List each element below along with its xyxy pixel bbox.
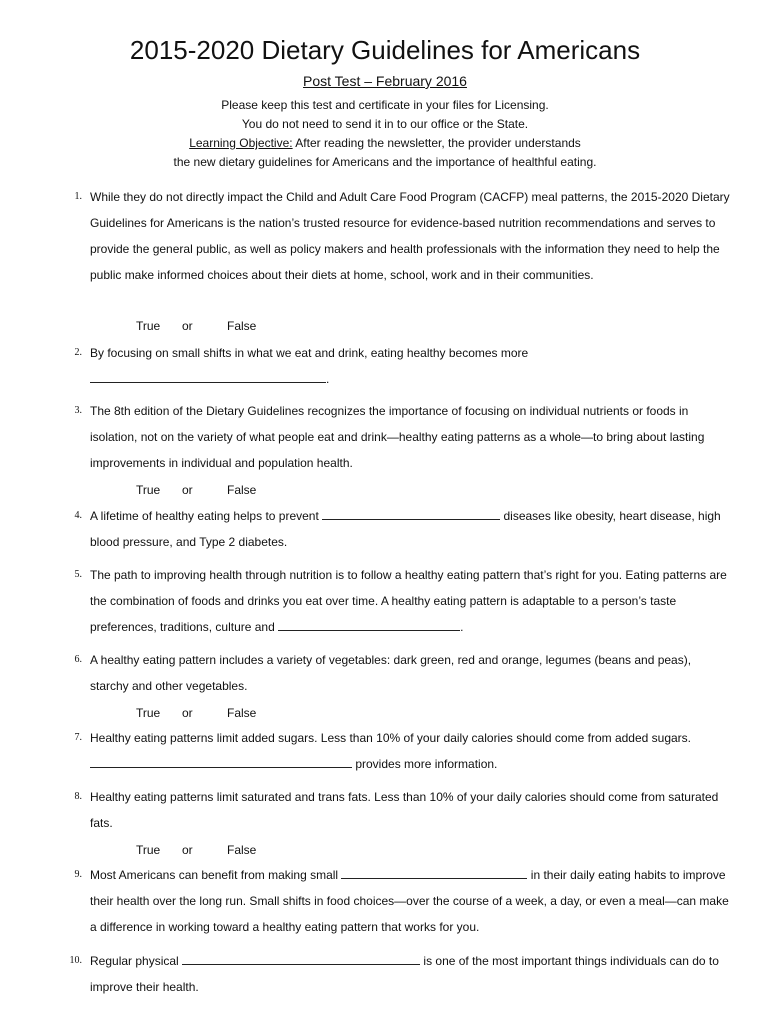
question-text: While they do not directly impact the Child and Adult Care Food Program (CACFP) meal patterns, the 2015-2020 Dietary Guidelines for Americans is the nation’s trusted resource for evidence-based nutrition recommendations and serves to provide the general public, as well as policy makers and health professionals with the information they need to help the public make informed choices about their diets at home, school, work and in their communities. [90, 190, 730, 282]
true-false-choice-8[interactable] [136, 841, 256, 859]
question-text: A lifetime of healthy eating helps to prevent [90, 509, 319, 523]
question-text: Healthy eating patterns limit added sugars. Less than 10% of your daily calories should come from added sugars. [90, 731, 691, 745]
question-text-end: diseases like obesity, heart disease, high blood pressure, and Type 2 diabetes. [90, 509, 721, 549]
intro-line-1: Please keep this test and certificate in your files for Licensing. [221, 98, 549, 112]
true-option[interactable]: True [136, 843, 161, 857]
question-text-end: in their daily eating habits to improve their health over the long run. Small shifts in food choices—over the course of a week, a day, or even a meal—can make a difference in working toward a healthy eating pattern that works for you. [90, 868, 729, 934]
question-text-end: . [460, 620, 464, 634]
question-text-end: provides more information. [352, 757, 498, 771]
false-option[interactable]: False [227, 843, 257, 857]
true-option[interactable]: True [136, 706, 161, 720]
question-3 [74, 398, 730, 476]
question-8 [74, 784, 730, 836]
intro-line-4: the new dietary guidelines for Americans and the importance of healthful eating. [173, 155, 597, 169]
question-number: 2. [74, 347, 82, 358]
question-text: A healthy eating pattern includes a variety of vegetables: dark green, red and orange, legumes (beans and peas), starchy and other vegetables. [90, 653, 692, 693]
question-1 [74, 184, 730, 288]
question-2 [74, 340, 730, 392]
question-text: The path to improving health through nutrition is to follow a healthy eating pattern that’s right for you. Eating patterns are the combination of foods and drinks you eat over time. A healthy eating pattern is adaptable to a person’s taste preferences, traditions, culture and [90, 568, 727, 634]
question-text: Regular physical [90, 954, 179, 968]
intro-line-2: You do not need to send it in to our office or the State. [241, 117, 529, 131]
false-option[interactable]: False [227, 483, 257, 497]
answer-blank[interactable] [322, 506, 500, 520]
objective-text: After reading the newsletter, the provider understands [292, 136, 581, 150]
true-false-choice-1[interactable] [136, 317, 256, 335]
answer-blank[interactable] [90, 369, 326, 383]
answer-blank[interactable] [278, 617, 460, 631]
or-label: or [182, 843, 193, 857]
true-option[interactable]: True [136, 319, 161, 333]
true-false-choice-3[interactable] [136, 481, 256, 499]
question-number: 4. [74, 510, 82, 521]
question-5 [74, 562, 730, 640]
question-text: Healthy eating patterns limit saturated and trans fats. Less than 10% of your daily calories should come from saturated fats. [90, 790, 719, 830]
question-text-end: . [326, 372, 330, 386]
question-number: 6. [74, 654, 82, 665]
or-label: or [182, 319, 193, 333]
question-number: 5. [74, 569, 82, 580]
question-text: Most Americans can benefit from making small [90, 868, 339, 882]
learning-objective [0, 134, 770, 153]
answer-blank[interactable] [341, 865, 527, 879]
question-9 [74, 862, 730, 940]
or-label: or [182, 483, 193, 497]
question-7 [74, 725, 730, 777]
question-text-end: is one of the most important things individuals can do to improve their health. [90, 954, 719, 994]
question-text: By focusing on small shifts in what we eat and drink, eating healthy becomes more [90, 346, 529, 360]
or-label: or [182, 706, 193, 720]
question-number: 3. [74, 405, 82, 416]
question-text: The 8th edition of the Dietary Guidelines recognizes the importance of focusing on individual nutrients or foods in isolation, not on the variety of what people eat and drink—healthy eating patterns as a whole—to bring about lasting improvements in individual and population health. [90, 404, 705, 470]
page-subtitle: Post Test – February 2016 [303, 73, 467, 89]
question-4 [74, 503, 730, 555]
false-option[interactable]: False [227, 706, 257, 720]
question-number: 10. [69, 955, 82, 966]
question-10 [69, 948, 730, 1000]
answer-blank[interactable] [90, 754, 352, 768]
answer-blank[interactable] [182, 951, 420, 965]
question-number: 8. [74, 791, 82, 802]
question-number: 9. [74, 869, 82, 880]
true-option[interactable]: True [136, 483, 161, 497]
page-title: 2015-2020 Dietary Guidelines for Americans [129, 35, 641, 65]
true-false-choice-6[interactable] [136, 704, 256, 722]
question-number: 7. [74, 732, 82, 743]
false-option[interactable]: False [227, 319, 257, 333]
question-6 [74, 647, 730, 699]
objective-label: Learning Objective: [189, 136, 293, 150]
question-number: 1. [74, 191, 82, 202]
